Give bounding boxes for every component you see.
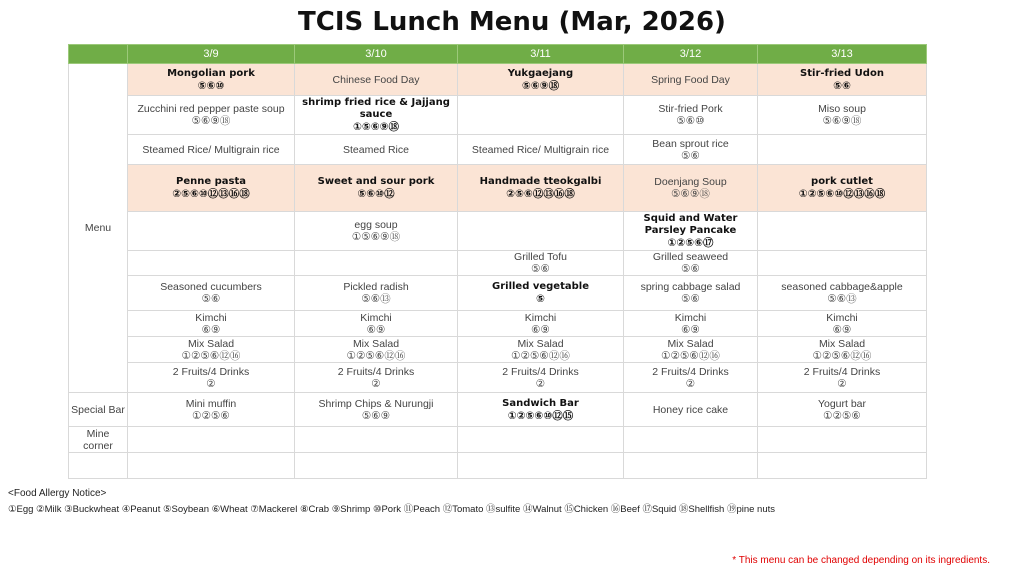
dish-name: Kimchi xyxy=(674,311,707,324)
menu-cell xyxy=(758,212,927,251)
main-dish-cell xyxy=(458,64,624,96)
menu-cell xyxy=(624,337,758,363)
dish-name: Mongolian pork xyxy=(167,67,255,79)
main-dish-cell xyxy=(128,165,295,212)
day-header: 3/12 xyxy=(624,45,758,64)
menu-cell xyxy=(128,96,295,135)
dish-name: Sandwich Bar xyxy=(502,397,579,409)
menu-cell xyxy=(458,96,624,135)
menu-cell xyxy=(758,276,927,311)
allergen-codes: ② xyxy=(685,377,696,390)
allergen-codes: ①②⑤⑥ xyxy=(192,409,230,422)
dish-name: Steamed Rice/ Multigrain rice xyxy=(471,143,610,156)
menu-cell xyxy=(128,393,295,427)
lunch-menu-table xyxy=(68,44,927,479)
dish-name: Kimchi xyxy=(195,311,227,324)
dish-name: 2 Fruits/4 Drinks xyxy=(652,365,729,378)
dish-name: spring cabbage salad xyxy=(640,281,741,293)
dish-name: egg soup xyxy=(354,219,398,231)
allergen-codes: ⑤⑥⑨ xyxy=(361,409,391,422)
empty-cell xyxy=(458,453,624,479)
menu-disclaimer: * This menu can be changed depending on its ingredients. xyxy=(732,555,990,566)
special-bar-row xyxy=(69,393,927,427)
dish-name: 2 Fruits/4 Drinks xyxy=(172,365,250,378)
menu-cell xyxy=(295,96,458,135)
empty-cell xyxy=(128,453,295,479)
menu-cell xyxy=(458,251,624,276)
menu-cell xyxy=(458,276,624,311)
dish-name: Seasoned cucumbers xyxy=(160,281,262,293)
menu-cell xyxy=(295,337,458,363)
allergen-codes: ⑥⑨ xyxy=(681,323,700,336)
dish-name: Spring Food Day xyxy=(651,73,730,86)
dish-name: Shrimp Chips & Nurungji xyxy=(318,397,434,410)
dish-name: Mini muffin xyxy=(185,397,237,410)
mine-corner-cell xyxy=(624,427,758,453)
menu-row xyxy=(69,96,927,135)
menu-cell xyxy=(458,363,624,393)
allergen-codes: ①②⑤⑥⑫⑯ xyxy=(181,349,241,362)
dish-name: Zucchini red pepper paste soup xyxy=(137,103,285,115)
dish-name: Bean sprout rice xyxy=(652,137,729,150)
menu-cell xyxy=(458,311,624,337)
dish-name: Grilled vegetable xyxy=(492,281,589,292)
blank-row xyxy=(69,453,927,479)
allergen-codes: ①②⑤⑥⑫⑯ xyxy=(661,349,720,362)
allergen-codes: ①②⑤⑥⑰ xyxy=(667,237,714,249)
menu-cell xyxy=(128,311,295,337)
mine-corner-cell xyxy=(128,427,295,453)
menu-row xyxy=(69,251,927,276)
allergen-codes: ⑤⑥ xyxy=(681,293,700,305)
menu-cell xyxy=(758,311,927,337)
dish-name: Miso soup xyxy=(818,103,866,115)
menu-cell xyxy=(295,251,458,276)
menu-cell xyxy=(128,212,295,251)
empty-cell xyxy=(758,453,927,479)
menu-row xyxy=(69,311,927,337)
menu-cell xyxy=(624,96,758,135)
allergen-codes: ①②⑤⑥⑫⑯ xyxy=(346,349,406,362)
allergen-codes: ⑤⑥ xyxy=(681,263,700,275)
dish-name: Kimchi xyxy=(826,311,858,324)
dish-name: 2 Fruits/4 Drinks xyxy=(803,365,881,378)
allergen-codes: ⑤⑥⑩ xyxy=(676,115,705,127)
allergen-codes: ①②⑤⑥⑫⑯ xyxy=(511,349,570,362)
menu-cell xyxy=(624,363,758,393)
dish-name: Doenjang Soup xyxy=(654,176,727,188)
dish-name: Squid and Water Parsley Pancake xyxy=(643,213,738,236)
main-dish-cell xyxy=(758,165,927,212)
dish-name: Steamed Rice xyxy=(343,143,409,156)
allergy-notice-heading: <Food Allergy Notice> xyxy=(8,488,107,499)
allergen-codes: ①②⑤⑥⑩⑫⑮ xyxy=(507,409,574,422)
menu-cell xyxy=(295,212,458,251)
dish-name: Steamed Rice/ Multigrain rice xyxy=(142,143,280,156)
allergen-codes: ⑤⑥⑬ xyxy=(827,293,857,305)
main-dish-cell xyxy=(295,64,458,96)
menu-cell xyxy=(758,135,927,165)
allergen-codes: ②⑤⑥⑫⑬⑯⑱ xyxy=(506,188,575,200)
main-dish-cell xyxy=(128,64,295,96)
dish-name: 2 Fruits/4 Drinks xyxy=(337,365,415,378)
dish-name: Pickled radish xyxy=(343,281,409,293)
main-dish-cell xyxy=(624,165,758,212)
allergen-codes: ⑤⑥ xyxy=(681,149,700,162)
menu-cell xyxy=(758,363,927,393)
allergen-codes: ⑥⑨ xyxy=(201,323,221,336)
menu-cell xyxy=(624,393,758,427)
mine-corner-cell xyxy=(758,427,927,453)
allergen-codes: ② xyxy=(371,377,381,390)
empty-cell xyxy=(624,453,758,479)
main-dish-cell xyxy=(458,165,624,212)
menu-row xyxy=(69,212,927,251)
main-dish-cell xyxy=(295,165,458,212)
menu-cell xyxy=(458,212,624,251)
menu-cell xyxy=(758,251,927,276)
menu-cell xyxy=(128,363,295,393)
dish-name: Honey rice cake xyxy=(652,403,729,416)
menu-cell xyxy=(624,276,758,311)
dish-name: seasoned cabbage&apple xyxy=(781,281,903,293)
menu-cell xyxy=(295,135,458,165)
dish-name: Grilled Tofu xyxy=(514,251,567,263)
dish-name: Mix Salad xyxy=(667,337,714,350)
main-dish-cell xyxy=(758,64,927,96)
menu-cell xyxy=(128,251,295,276)
allergen-codes: ② xyxy=(837,377,847,390)
category-mine-corner: Mine corner xyxy=(69,427,128,453)
dish-name: Grilled seaweed xyxy=(652,251,729,263)
category-special-bar: Special Bar xyxy=(69,393,128,427)
dish-name: Handmade tteokgalbi xyxy=(479,176,602,187)
dish-name: pork cutlet xyxy=(811,176,873,187)
menu-cell xyxy=(295,363,458,393)
allergen-codes: ⑥⑨ xyxy=(366,323,386,336)
menu-cell xyxy=(624,251,758,276)
menu-row xyxy=(69,165,927,212)
allergen-codes: ⑤⑥ xyxy=(833,79,851,92)
main-dish-cell xyxy=(624,64,758,96)
allergen-codes: ①②⑤⑥ xyxy=(823,409,861,422)
day-header: 3/9 xyxy=(128,45,295,64)
menu-row xyxy=(69,135,927,165)
allergen-codes: ⑤⑥⑨⑱ xyxy=(671,188,710,200)
dish-name: shrimp fried rice & Jajjang sauce xyxy=(302,97,450,120)
dish-name: Mix Salad xyxy=(187,337,235,350)
allergen-codes: ①⑤⑥⑨⑱ xyxy=(351,231,401,243)
menu-cell xyxy=(295,311,458,337)
day-header-row xyxy=(69,45,927,64)
header-corner xyxy=(69,45,128,64)
menu-cell xyxy=(128,276,295,311)
day-header: 3/10 xyxy=(295,45,458,64)
empty-cell xyxy=(69,453,128,479)
dish-name: Penne pasta xyxy=(176,176,246,187)
allergen-codes: ⑤⑥⑨⑱ xyxy=(822,115,862,127)
dish-name: Yukgaejang xyxy=(507,67,574,79)
allergen-codes: ② xyxy=(535,377,546,390)
allergen-codes: ⑤⑥⑩ xyxy=(197,79,225,92)
menu-cell xyxy=(458,337,624,363)
dish-name: Yogurt bar xyxy=(817,397,867,410)
dish-name: Chinese Food Day xyxy=(332,73,420,86)
menu-row xyxy=(69,337,927,363)
dish-name: 2 Fruits/4 Drinks xyxy=(502,365,579,378)
dish-name: Mix Salad xyxy=(818,337,866,350)
allergen-codes: ②⑤⑥⑩⑫⑬⑯⑱ xyxy=(172,188,250,200)
allergy-notice-list: ①Egg ②Milk ③Buckwheat ④Peanut ⑤Soybean ⑥Wheat ⑦Mackerel ⑧Crab ⑨Shrimp ⑩Pork ⑪Peach ⑫Tomato ⑬sulfite ⑭Walnut ⑮Chicken ⑯Beef ⑰Squid ⑱Shellfish ⑲pine nuts xyxy=(8,504,776,515)
day-header: 3/13 xyxy=(758,45,927,64)
menu-row xyxy=(69,363,927,393)
mine-corner-row xyxy=(69,427,927,453)
dish-name: Kimchi xyxy=(524,311,557,324)
category-menu: Menu xyxy=(69,64,128,393)
allergen-codes: ①②⑤⑥⑫⑯ xyxy=(812,349,872,362)
dish-name: Stir-fried Udon xyxy=(800,67,884,79)
menu-cell xyxy=(295,393,458,427)
dish-name: Mix Salad xyxy=(517,337,564,350)
allergen-codes: ⑤⑥⑩⑫ xyxy=(357,188,395,200)
dish-name: Mix Salad xyxy=(352,337,400,350)
menu-row xyxy=(69,276,927,311)
dish-name: Stir-fried Pork xyxy=(658,103,723,115)
allergen-codes: ①⑤⑥⑨⑱ xyxy=(352,121,400,133)
menu-body xyxy=(69,64,927,479)
empty-cell xyxy=(295,453,458,479)
menu-row xyxy=(69,64,927,96)
dish-name: Kimchi xyxy=(360,311,392,324)
menu-cell xyxy=(758,393,927,427)
allergen-codes: ⑥⑨ xyxy=(531,323,550,336)
mine-corner-cell xyxy=(295,427,458,453)
allergen-codes: ⑤ xyxy=(536,293,545,305)
menu-cell xyxy=(128,337,295,363)
menu-cell xyxy=(128,135,295,165)
menu-cell xyxy=(458,135,624,165)
dish-name: Sweet and sour pork xyxy=(317,176,435,187)
allergen-codes: ⑤⑥ xyxy=(201,293,221,305)
menu-cell xyxy=(758,96,927,135)
mine-corner-cell xyxy=(458,427,624,453)
allergen-codes: ⑥⑨ xyxy=(832,323,852,336)
allergen-codes: ② xyxy=(206,377,216,390)
allergen-codes: ⑤⑥⑨⑱ xyxy=(191,115,231,127)
menu-cell xyxy=(624,135,758,165)
allergen-codes: ⑤⑥ xyxy=(531,263,550,275)
allergen-codes: ①②⑤⑥⑩⑫⑬⑯⑱ xyxy=(798,188,886,200)
allergen-codes: ⑤⑥⑨⑱ xyxy=(521,79,560,92)
allergen-codes: ⑤⑥⑬ xyxy=(361,293,391,305)
menu-cell xyxy=(295,276,458,311)
menu-cell xyxy=(758,337,927,363)
menu-cell xyxy=(624,212,758,251)
page-title: TCIS Lunch Menu (Mar, 2026) xyxy=(298,7,726,37)
day-header: 3/11 xyxy=(458,45,624,64)
menu-cell xyxy=(458,393,624,427)
menu-cell xyxy=(624,311,758,337)
